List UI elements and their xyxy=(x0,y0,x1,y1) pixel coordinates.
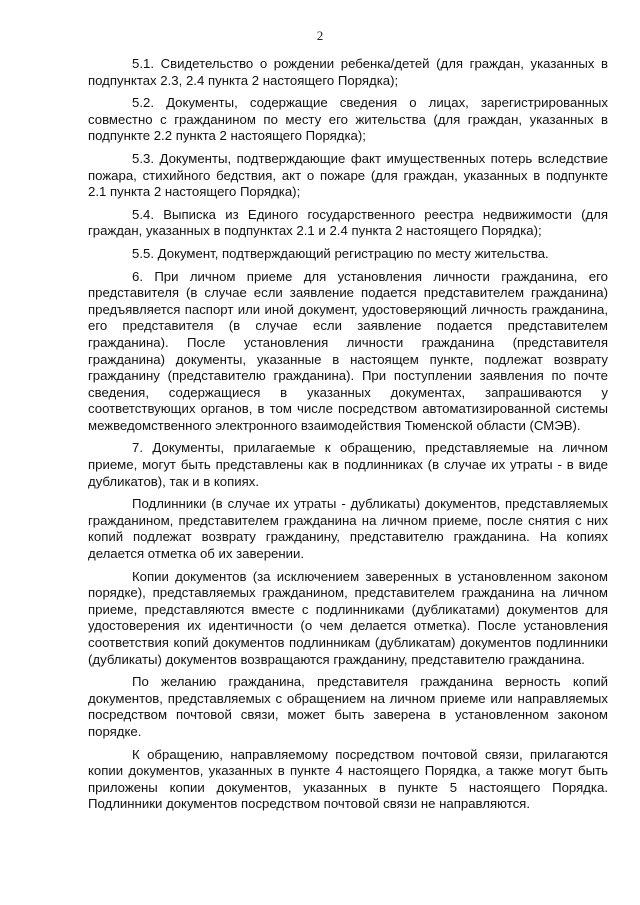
paragraph-certification: По желанию гражданина, представителя гражданина верность копий документов, представляемых с обращением на личном приеме или направляемых посредством почтовой связи, может быть заверена в установленном законом порядке. xyxy=(88,674,608,739)
paragraph-postal: К обращению, направляемому посредством почтовой связи, прилагаются копии документов, указанных в пункте 4 настоящего Порядка, а также могут быть приложены копии документов, указанных в пункте 5 настоящего Порядка. Подлинники документов посредством почтовой связи не направляются. xyxy=(88,746,608,812)
paragraph-5-2: 5.2. Документы, содержащие сведения о лицах, зарегистрированных совместно с гражданином по месту его жительства (для граждан, указанных в подпункте 2.2 пункта 2 настоящего Порядка); xyxy=(88,95,608,144)
paragraph-copies: Копии документов (за исключением заверенных в установленном законом порядке), представляемых гражданином, представителем гражданина на личном приеме, представляются вместе с подлинниками (дубликатами) документов для удостоверения их идентичности (о чем делается отметка). После установления соответствия копий документов подлинникам (дубликатам) документов подлинники (дубликаты) документов возвращаются гражданину, представителю гражданина. xyxy=(88,568,608,667)
paragraph-originals: Подлинники (в случае их утраты - дубликаты) документов, представляемых гражданином, представителем гражданина на личном приеме, после снятия с них копий подлежат возврату гражданину, представителю гражданина. На копиях делается отметка об их заверении. xyxy=(88,496,608,562)
document-body xyxy=(88,56,608,819)
paragraph-5-5: 5.5. Документ, подтверждающий регистрацию по месту жительства. xyxy=(132,245,549,261)
paragraph-5-3: 5.3. Документы, подтверждающие факт имущественных потерь вследствие пожара, стихийного бедствия, акт о пожаре (для граждан, указанных в подпункте 2.1 пункта 2 настоящего Порядка); xyxy=(88,150,608,200)
paragraph-5-1: 5.1. Свидетельство о рождении ребенка/детей (для граждан, указанных в подпунктах 2.3, 2.4 пункта 2 настоящего Порядка); xyxy=(88,56,608,88)
paragraph-6: 6. При личном приеме для установления личности гражданина, его представителя (в случае если заявление подается представителем гражданина) предъявляется паспорт или иной документ, удостоверяющий личность гражданина, его представителя (в случае если заявление подается представителем гражданина). После установления личности гражданина (представителя гражданина) документы, указанные в настоящем пункте, подлежат возврату гражданину (представителю гражданина). При поступлении заявления по почте сведения, содержащиеся в указанных документах, запрашиваются у соответствующих органов, в том числе посредством автоматизированной системы межведомственного электронного взаимодействия Тюменской области (СМЭВ). xyxy=(88,268,608,433)
page-number: 2 xyxy=(316,28,324,43)
paragraph-5-4: 5.4. Выписка из Единого государственного реестра недвижимости (для граждан, указанных в подпунктах 2.1 и 2.4 пункта 2 настоящего Порядка); xyxy=(88,206,608,239)
paragraph-7: 7. Документы, прилагаемые к обращению, представляемые на личном приеме, могут быть представлены как в подлинниках (в случае их утраты - в виде дубликатов), так и в копиях. xyxy=(88,440,608,489)
